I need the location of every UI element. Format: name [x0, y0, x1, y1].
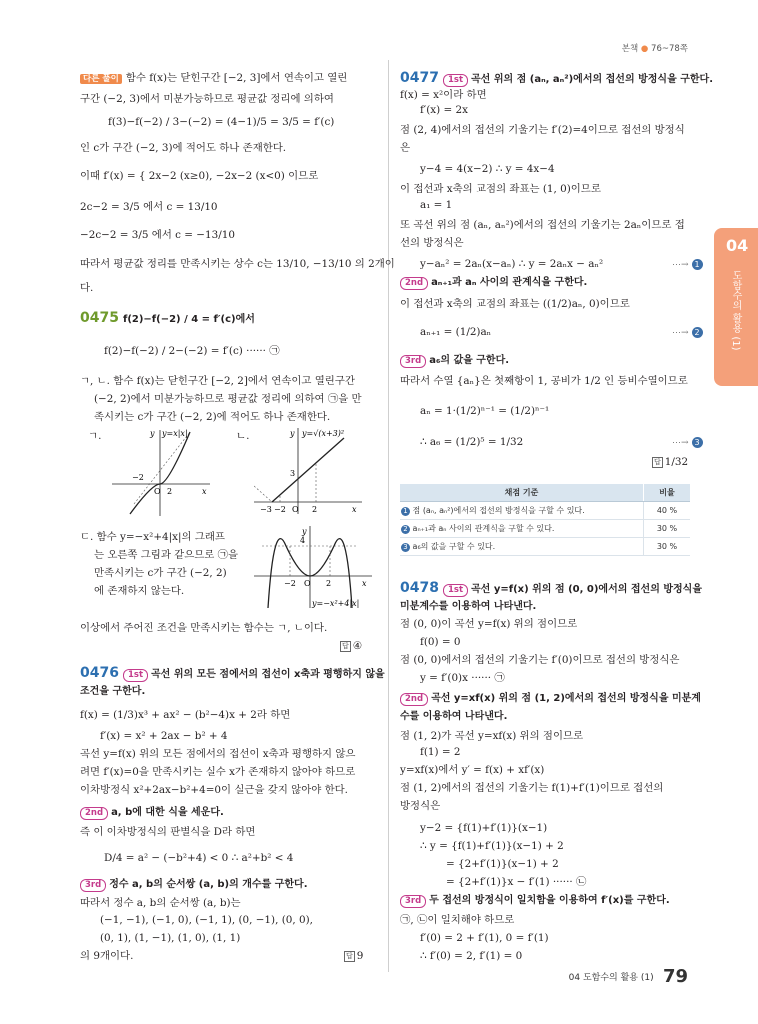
g2-tick-3: 3 [290, 469, 296, 478]
g2-tick-2: 2 [312, 505, 318, 514]
line-text: 이 접선과 x축의 교점의 좌표는 (1, 0)이므로 [400, 183, 601, 195]
text-line [80, 826, 255, 839]
g1-y: y [150, 429, 155, 438]
line-text: 조건을 구한다. [80, 686, 146, 697]
step-badge: 1st [443, 584, 468, 597]
step-badge: 1st [443, 74, 468, 87]
text-line [420, 199, 452, 212]
line-text: y−4 = 4(x−2) ∴ y = 4x−4 [420, 163, 555, 175]
chapter-title: 도함수의 활용 (1) [730, 270, 741, 351]
text-line [80, 312, 255, 326]
text-line [80, 170, 318, 183]
line-text: 미분계수를 이용하여 나타낸다. [400, 601, 537, 612]
line-text: aₙ₊₁과 aₙ 사이의 관계식을 구한다. [431, 277, 588, 288]
line-text: 족시키는 c가 구간 (−2, 2)에 적어도 하나 존재한다. [94, 411, 331, 423]
text-line [420, 163, 555, 176]
line-text: 점 (1, 2)에서의 접선의 기울기는 f(1)+f′(1)이므로 접선의 [400, 782, 664, 794]
text-line [420, 672, 505, 685]
graph-y-x-abs-x [112, 428, 212, 518]
text-line [80, 258, 395, 271]
g2-x: x [352, 505, 357, 514]
line-text: 2c−2 = 3/5 에서 c = 13/10 [80, 201, 218, 213]
text-line [340, 640, 362, 653]
footer-section: 04 도함수의 활용 (1) [568, 973, 654, 983]
g2-title: y=√(x+3)² [302, 429, 345, 438]
text-line [420, 636, 461, 649]
text-line [420, 326, 700, 339]
line-text: y−2 = {f(1)+f′(1)}(x−1) [420, 822, 548, 834]
text-line [400, 654, 679, 667]
answer-icon: 답 [342, 641, 349, 650]
text-line [400, 124, 685, 137]
line-text: 수를 이용하여 나타낸다. [400, 711, 508, 722]
grading-row [400, 520, 690, 538]
line-text: (−2, 2)에서 미분가능하므로 평균값 정리에 의하여 ㉠을 만 [94, 393, 362, 405]
text-line [94, 567, 227, 580]
header-pages: 76~78쪽 [651, 44, 688, 54]
line-text: (−1, −1), (−1, 0), (−1, 1), (0, −1), (0, 0), [100, 914, 313, 926]
text-line [400, 600, 536, 613]
g1-x: x [202, 487, 207, 496]
text-line [80, 784, 348, 797]
line-text: 점 (0, 0)이 곡선 y=f(x) 위의 점이므로 [400, 618, 578, 630]
step-marker: ⋯→ 2 [672, 326, 703, 340]
g3-x: x [362, 579, 367, 588]
text-line [94, 585, 184, 598]
text-line [80, 766, 355, 779]
line-text: 만족시키는 c가 구간 (−2, 2) [94, 567, 227, 579]
g2-y: y [290, 429, 295, 438]
line-text: y−aₙ² = 2aₙ(x−aₙ) ∴ y = 2aₙx − aₙ² [420, 258, 604, 270]
line-text: 또 곡선 위의 점 (aₙ, aₙ²)에서의 접선의 기울기는 2aₙ이므로 접 [400, 219, 685, 231]
line-text: aₙ₊₁ = (1/2)aₙ [420, 326, 492, 338]
text-line [400, 894, 670, 908]
text-line [400, 730, 583, 743]
text-line [420, 932, 549, 945]
line-text: 선의 방정식은 [400, 237, 464, 249]
text-line [94, 393, 362, 406]
line-text: 는 오른쪽 그림과 같으므로 ㉠을 [94, 549, 239, 561]
line-text: ∴ y = {f(1)+f′(1)}(x−1) + 2 [420, 840, 564, 852]
text-line [104, 852, 293, 865]
alt-solution-badge: 다른 풀이 [80, 74, 122, 84]
line-text: 은 [400, 142, 411, 154]
grading-table [400, 484, 690, 556]
problem-number: 0475 [80, 310, 119, 326]
text-line [80, 709, 290, 722]
page-header [622, 42, 688, 54]
column-divider [388, 60, 389, 972]
line-text: 다. [80, 282, 94, 294]
text-line [400, 276, 587, 290]
line-text: ∴ f′(0) = 2, f′(1) = 0 [420, 950, 523, 962]
answer-icon: 답 [654, 457, 661, 466]
grading-criteria: 3 a₆의 값을 구할 수 있다. [400, 538, 644, 556]
problem-number: 0478 [400, 580, 439, 596]
step-badge: 2nd [400, 277, 428, 290]
text-line [400, 219, 685, 232]
graph-neg-x2-plus-4abs-x [254, 524, 374, 610]
line-text: 점 (2, 4)에서의 접선의 기울기는 f′(2)=4이므로 접선의 방정식 [400, 124, 685, 136]
step-badge: 2nd [80, 807, 108, 820]
step-marker: ⋯→ 3 [672, 436, 703, 450]
text-line [80, 282, 93, 295]
line-text: 따라서 평균값 정리를 만족시키는 상수 c는 13/10, −13/10 의 2개이 [80, 258, 395, 270]
g2-origin: O [292, 505, 299, 514]
criteria-number: 1 [401, 507, 410, 516]
line-text: ④ [352, 640, 363, 652]
line-text: 즉 이 이차방정식의 판별식을 D라 하면 [80, 826, 256, 838]
text-line [100, 730, 228, 743]
text-line [400, 354, 509, 368]
grading-ratio: 30 % [644, 520, 691, 538]
text-line [104, 345, 280, 358]
grading-criteria: 1 점 (aₙ, aₙ²)에서의 접선의 방정식을 구할 수 있다. [400, 502, 644, 520]
problem-number: 0476 [80, 665, 119, 681]
text-line [400, 782, 663, 795]
line-text: 곡선 위의 모든 점에서의 접선이 x축과 평행하지 않을 [151, 669, 385, 680]
text-line [420, 405, 549, 418]
text-line [100, 914, 313, 927]
g3-tick-neg2: −2 [284, 579, 296, 588]
graph-label-g2: ㄴ. [236, 430, 250, 442]
text-line [400, 764, 544, 777]
g3-title: y=−x²+4|x| [312, 599, 360, 608]
text-line [400, 692, 701, 706]
criteria-header: 채점 기준 [400, 484, 644, 502]
g3-tick-2: 2 [326, 579, 332, 588]
line-text: 곡선 y=f(x) 위의 점 (0, 0)에서의 접선의 방정식을 [471, 584, 702, 595]
line-text: f(0) = 0 [420, 636, 461, 648]
line-text: ∴ a₆ = (1/2)⁵ = 1/32 [420, 436, 524, 448]
g1-tick-neg2: −2 [132, 473, 144, 482]
line-text: 곡선 y=xf(x) 위의 점 (1, 2)에서의 접선의 방정식을 미분계 [431, 693, 701, 704]
grading-row [400, 502, 690, 520]
line-text: 점 (0, 0)에서의 접선의 기울기는 f′(0)이므로 접선의 방정식은 [400, 654, 680, 666]
line-text: 에 존재하지 않는다. [94, 585, 185, 597]
text-line [80, 878, 308, 892]
line-text: 1/32 [664, 456, 689, 468]
text-line [80, 375, 355, 388]
text-line [100, 932, 240, 945]
line-text: 구간 (−2, 3)에서 미분가능하므로 평균값 정리에 의하여 [80, 93, 334, 105]
line-text: f(x) = (1/3)x³ + ax² − (b²−4)x + 2라 하면 [80, 709, 291, 721]
text-line [446, 876, 586, 889]
text-line [80, 897, 241, 910]
line-text: f(x) = x²이라 하면 [400, 89, 487, 101]
step-marker: ⋯→ 1 [672, 258, 703, 272]
line-text: 이 접선과 x축의 교점의 좌표는 ((1/2)aₙ, 0)이므로 [400, 298, 630, 310]
text-line [400, 298, 630, 311]
text-line [80, 667, 385, 682]
step-badge: 3rd [400, 355, 426, 368]
text-line [94, 411, 330, 424]
text-line [80, 201, 218, 214]
step-badge: 3rd [80, 879, 106, 892]
line-text: 따라서 정수 a, b의 순서쌍 (a, b)는 [80, 897, 241, 909]
line-text: (0, 1), (1, −1), (1, 0), (1, 1) [100, 932, 241, 944]
ratio-header: 비율 [644, 484, 691, 502]
text-line [400, 142, 410, 155]
line-text: y = f′(0)x ······ ㉠ [420, 672, 505, 684]
g1-origin: O [154, 487, 161, 496]
g3-y: y [302, 527, 307, 536]
step-badge: 3rd [400, 895, 426, 908]
text-line [80, 531, 225, 544]
text-line [420, 436, 700, 449]
header-label: 본책 [621, 44, 639, 54]
line-text: 이때 f′(x) = { 2x−2 (x≥0), −2x−2 (x<0) 이므로 [80, 170, 319, 182]
text-line [80, 806, 224, 820]
text-line [94, 549, 238, 562]
line-text: 이상에서 주어진 조건을 만족시키는 함수는 ㄱ, ㄴ이다. [80, 622, 328, 634]
line-text: −2c−2 = 3/5 에서 c = −13/10 [80, 229, 235, 241]
line-text: ㄱ, ㄴ. 함수 f(x)는 닫힌구간 [−2, 2]에서 연속이고 열린구간 [80, 375, 355, 387]
text-line [80, 72, 347, 86]
text-line [80, 93, 334, 106]
chapter-side-tab [714, 228, 758, 386]
grading-ratio: 30 % [644, 538, 691, 556]
line-text: y=xf(x)에서 y′ = f(x) + xf′(x) [400, 764, 545, 776]
criteria-number: 3 [401, 543, 410, 552]
text-line [400, 582, 702, 597]
line-text: 함수 f(x)는 닫힌구간 [−2, 3]에서 연속이고 열린 [125, 72, 348, 84]
line-text: 곡선 위의 점 (aₙ, aₙ²)에서의 접선의 방정식을 구한다. [471, 74, 713, 85]
line-text: 점 (1, 2)가 곡선 y=xf(x) 위의 점이므로 [400, 730, 584, 742]
text-line [400, 710, 507, 723]
text-line [80, 950, 364, 963]
text-line [420, 258, 700, 271]
line-text: 정수 a, b의 순서쌍 (a, b)의 개수를 구한다. [109, 879, 308, 890]
text-line [420, 104, 468, 117]
g3-origin: O [304, 579, 311, 588]
chapter-number: 04 [726, 236, 749, 255]
text-line [400, 237, 464, 250]
text-line [420, 822, 547, 835]
grading-table-header [400, 484, 690, 502]
text-line [420, 840, 564, 853]
line-text: 방정식은 [400, 800, 441, 812]
text-line [80, 622, 327, 635]
graph-label-g1: ㄱ. [88, 430, 102, 442]
line-text: f(2)−f(−2) / 4 = f′(c)에서 [122, 314, 255, 325]
g1-title: y=x|x| [162, 429, 188, 438]
line-text: aₙ = 1·(1/2)ⁿ⁻¹ = (1/2)ⁿ⁻¹ [420, 405, 550, 417]
line-text: a, b에 대한 식을 세운다. [111, 807, 224, 818]
text-line [400, 89, 487, 102]
g2-tick-neg3: −3 [260, 505, 272, 514]
grading-criteria: 2 aₙ₊₁과 aₙ 사이의 관계식을 구할 수 있다. [400, 520, 644, 538]
grading-row [400, 538, 690, 556]
page-number: 79 [662, 966, 688, 987]
line-text: = {2+f′(1)}(x−1) + 2 [446, 858, 559, 870]
line-text: 이차방정식 x²+2ax−b²+4=0이 실근을 갖지 않아야 한다. [80, 784, 348, 796]
line-text: f(1) = 2 [420, 746, 461, 758]
line-text: f(3)−f(−2) / 3−(−2) = (4−1)/5 = 3/5 = f′(c) [108, 116, 335, 128]
text-line [80, 142, 286, 155]
g1-tick-2: 2 [167, 487, 173, 496]
line-text: f(2)−f(−2) / 2−(−2) = f′(c) ······ ㉠ [104, 345, 280, 357]
grading-ratio: 40 % [644, 502, 691, 520]
line-text: f′(0) = 2 + f′(1), 0 = f′(1) [420, 932, 549, 944]
line-text: ㄷ. 함수 y=−x²+4|x|의 그래프 [80, 531, 225, 543]
line-text: a₆의 값을 구한다. [429, 355, 510, 366]
criteria-number: 2 [401, 525, 410, 534]
text-line [420, 746, 461, 759]
line-text: f′(x) = x² + 2ax − b² + 4 [100, 730, 228, 742]
line-text: a₁ = 1 [420, 199, 453, 211]
line-text: 곡선 y=f(x) 위의 모든 점에서의 접선이 x축과 평행하지 않으 [80, 748, 356, 760]
text-line [80, 748, 355, 761]
line-text: D/4 = a² − (−b²+4) < 0 ∴ a²+b² < 4 [104, 852, 294, 864]
text-line [446, 858, 559, 871]
text-line [420, 950, 522, 963]
header-dot-icon: ● [640, 44, 649, 54]
text-line [400, 800, 440, 813]
line-text: 따라서 수열 {aₙ}은 첫째항이 1, 공비가 1/2 인 등비수열이므로 [400, 375, 688, 387]
text-line [400, 914, 514, 927]
text-line [400, 618, 577, 631]
graph-sqrt-x-plus-3 [254, 426, 364, 516]
step-badge: 2nd [400, 693, 428, 706]
text-line [652, 456, 688, 469]
text-line [108, 116, 334, 129]
text-line [80, 685, 145, 698]
text-line [400, 375, 688, 388]
text-line [80, 229, 235, 242]
line-text: 두 접선의 방정식이 일치함을 이용하여 f′(x)를 구한다. [429, 895, 670, 906]
text-line [400, 183, 601, 196]
problem-number: 0477 [400, 70, 439, 86]
step-badge: 1st [123, 669, 148, 682]
line-text: 려면 f′(x)=0을 만족시키는 실수 x가 존재하지 않아야 하므로 [80, 766, 356, 778]
g2-tick-neg2: −2 [274, 505, 286, 514]
answer: 답 9 [346, 950, 364, 962]
page-footer [569, 966, 688, 987]
text-line [400, 72, 713, 87]
g3-tick-4: 4 [300, 536, 306, 545]
line-text: ㉠, ㉡이 일치해야 하므로 [400, 914, 515, 926]
line-text: 인 c가 구간 (−2, 3)에 적어도 하나 존재한다. [80, 142, 287, 154]
line-text: f′(x) = 2x [420, 104, 468, 116]
line-text: = {2+f′(1)}x − f′(1) ······ ㉡ [446, 876, 587, 888]
line-text: 의 9개이다. [80, 950, 134, 962]
